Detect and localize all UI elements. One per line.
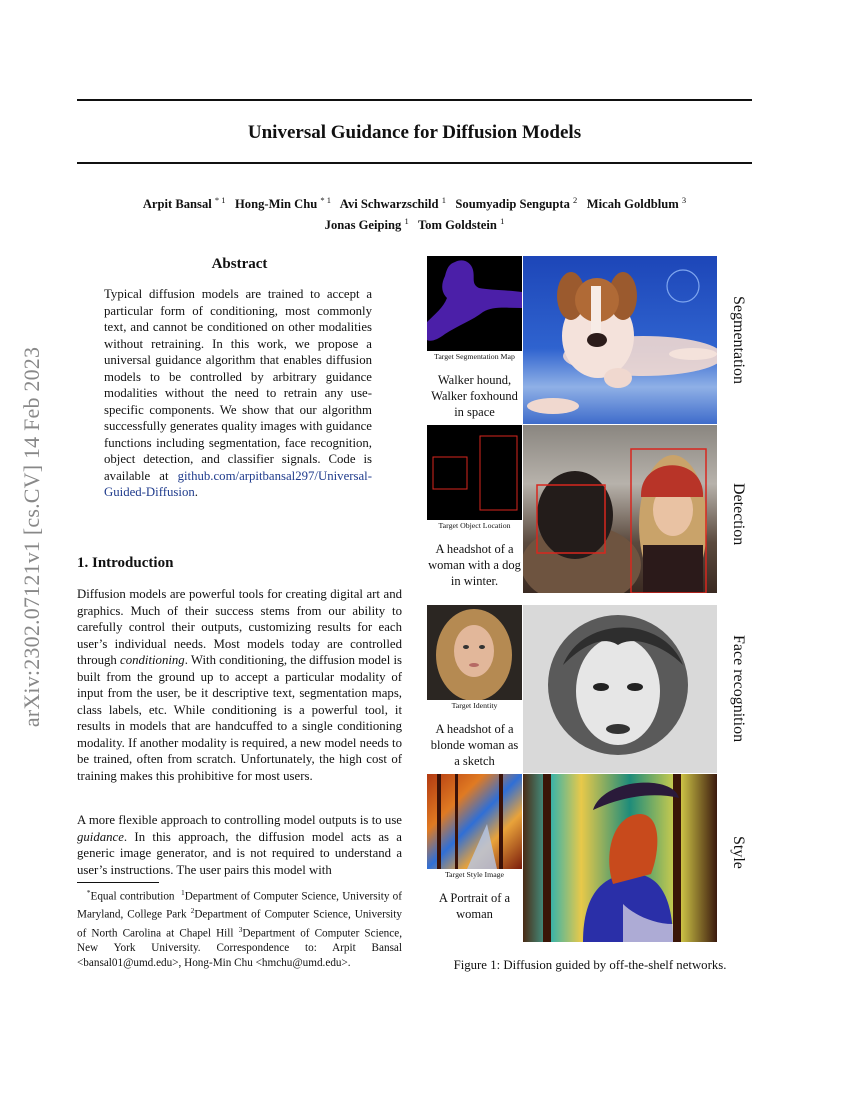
row-label-face-recognition: Face recognition — [730, 635, 747, 743]
intro-paragraph-1: Diffusion models are powerful tools for creating digital art and graphics. Much of their success stems from our ability to carefully control their outputs, customizing results for each user’s individual needs. Most models today are controlled through conditioning. With conditioning, the diffusion model is built from the ground up to accept a particular modality of input from the user, be it descriptive text, segmentation maps, class labels, etc. While conditioning is a powerful tool, it results in models that are handcuffed to a single conditioning modality. If another modality is required, a new model needs to be trained, often from scratch. Unfortunately, the high cost of training makes this prohibitive for most users. — [77, 587, 402, 783]
footnote: *Equal contribution $^1$Department of Computer Science, University of Maryland, College Park $^2$Department of Computer Science, University of North Carolina at Chapel Hill $^3$Department of Computer Science, New York University. Correspondence to: Arpit Bansal <bansal01@umd.edu>, Hong-Min Chu <hmchu@umd.edu>. — [77, 888, 402, 969]
target-style-image — [427, 774, 522, 869]
author: Hong-Min Chu $^{* 1}$ — [235, 195, 332, 212]
footnote-rule — [77, 882, 159, 883]
abstract-heading: Abstract — [211, 256, 268, 272]
intro-paragraph-2: A more flexible approach to controlling model outputs is to use guidance. In this approach, the diffusion model acts as a generic image generator, and is not required to understand a user’s instructions. The user pairs this model with — [77, 813, 402, 877]
title-bottom-rule — [77, 162, 752, 164]
generated-image-style-portrait — [523, 774, 717, 942]
row-label-detection: Detection — [730, 483, 747, 546]
prompt-text: A Portrait of a woman — [438, 891, 511, 921]
thumb-label: Target Object Location — [438, 521, 511, 530]
prompt-text: A headshot of a blonde woman as a sketch — [430, 722, 519, 768]
author-line-2 — [77, 213, 752, 234]
author: Avi Schwarzschild $^1$ — [339, 195, 446, 212]
thumb-label: Target Segmentation Map — [434, 352, 515, 361]
author: Tom Goldstein $^1$ — [417, 216, 505, 233]
thumb-label: Target Style Image — [444, 870, 505, 879]
section-heading-introduction: 1. Introduction — [77, 555, 174, 571]
target-segmentation-map-image — [427, 256, 522, 351]
arxiv-stamp: arXiv:2302.07121v1 [cs.CV] 14 Feb 2023 — [19, 346, 44, 728]
prompt-text: Walker hound, Walker foxhound in space — [431, 373, 518, 419]
author-line-1 — [77, 192, 752, 213]
row-label-style: Style — [730, 836, 747, 869]
title-top-rule — [77, 99, 752, 101]
author: Micah Goldblum $^3$ — [586, 195, 687, 212]
generated-image-space-dog — [523, 256, 717, 424]
abstract-body: Typical diffusion models are trained to accept a particular form of conditioning, most commonly text, and cannot be conditioned on other modalities without retraining. In this work, we propose a universal guidance algorithm that enables diffusion models to be controlled by arbitrary guidance modalities without the need to retrain any use-specific components. We show that our algorithm successfully generates quality images with guidance functions including segmentation, face recognition, object detection, and classifier signals. Code is available at github.com/arpitbansal297/Universal-Guided-Diffusion. — [104, 287, 372, 499]
generated-image-woman-dog-winter — [523, 425, 717, 593]
generated-image-sketch-woman — [523, 605, 717, 773]
paper-title: Universal Guidance for Diffusion Models — [247, 122, 582, 143]
author: Jonas Geiping $^1$ — [324, 216, 409, 233]
prompt-text: A headshot of a woman with a dog in winter. — [428, 542, 521, 588]
target-identity-image — [427, 605, 522, 700]
thumb-label: Target Identity — [451, 701, 498, 710]
author: Soumyadip Sengupta $^2$ — [455, 195, 578, 212]
row-label-segmentation: Segmentation — [730, 296, 747, 384]
target-object-location-image — [427, 425, 522, 520]
code-link[interactable]: github.com/arpitbansal297/Universal-Guided-Diffusion — [104, 468, 372, 499]
figure-caption: Figure 1: Diffusion guided by off-the-shelf networks. — [453, 958, 727, 972]
author-list — [77, 192, 752, 234]
author: Arpit Bansal $^{* 1}$ — [142, 195, 226, 212]
